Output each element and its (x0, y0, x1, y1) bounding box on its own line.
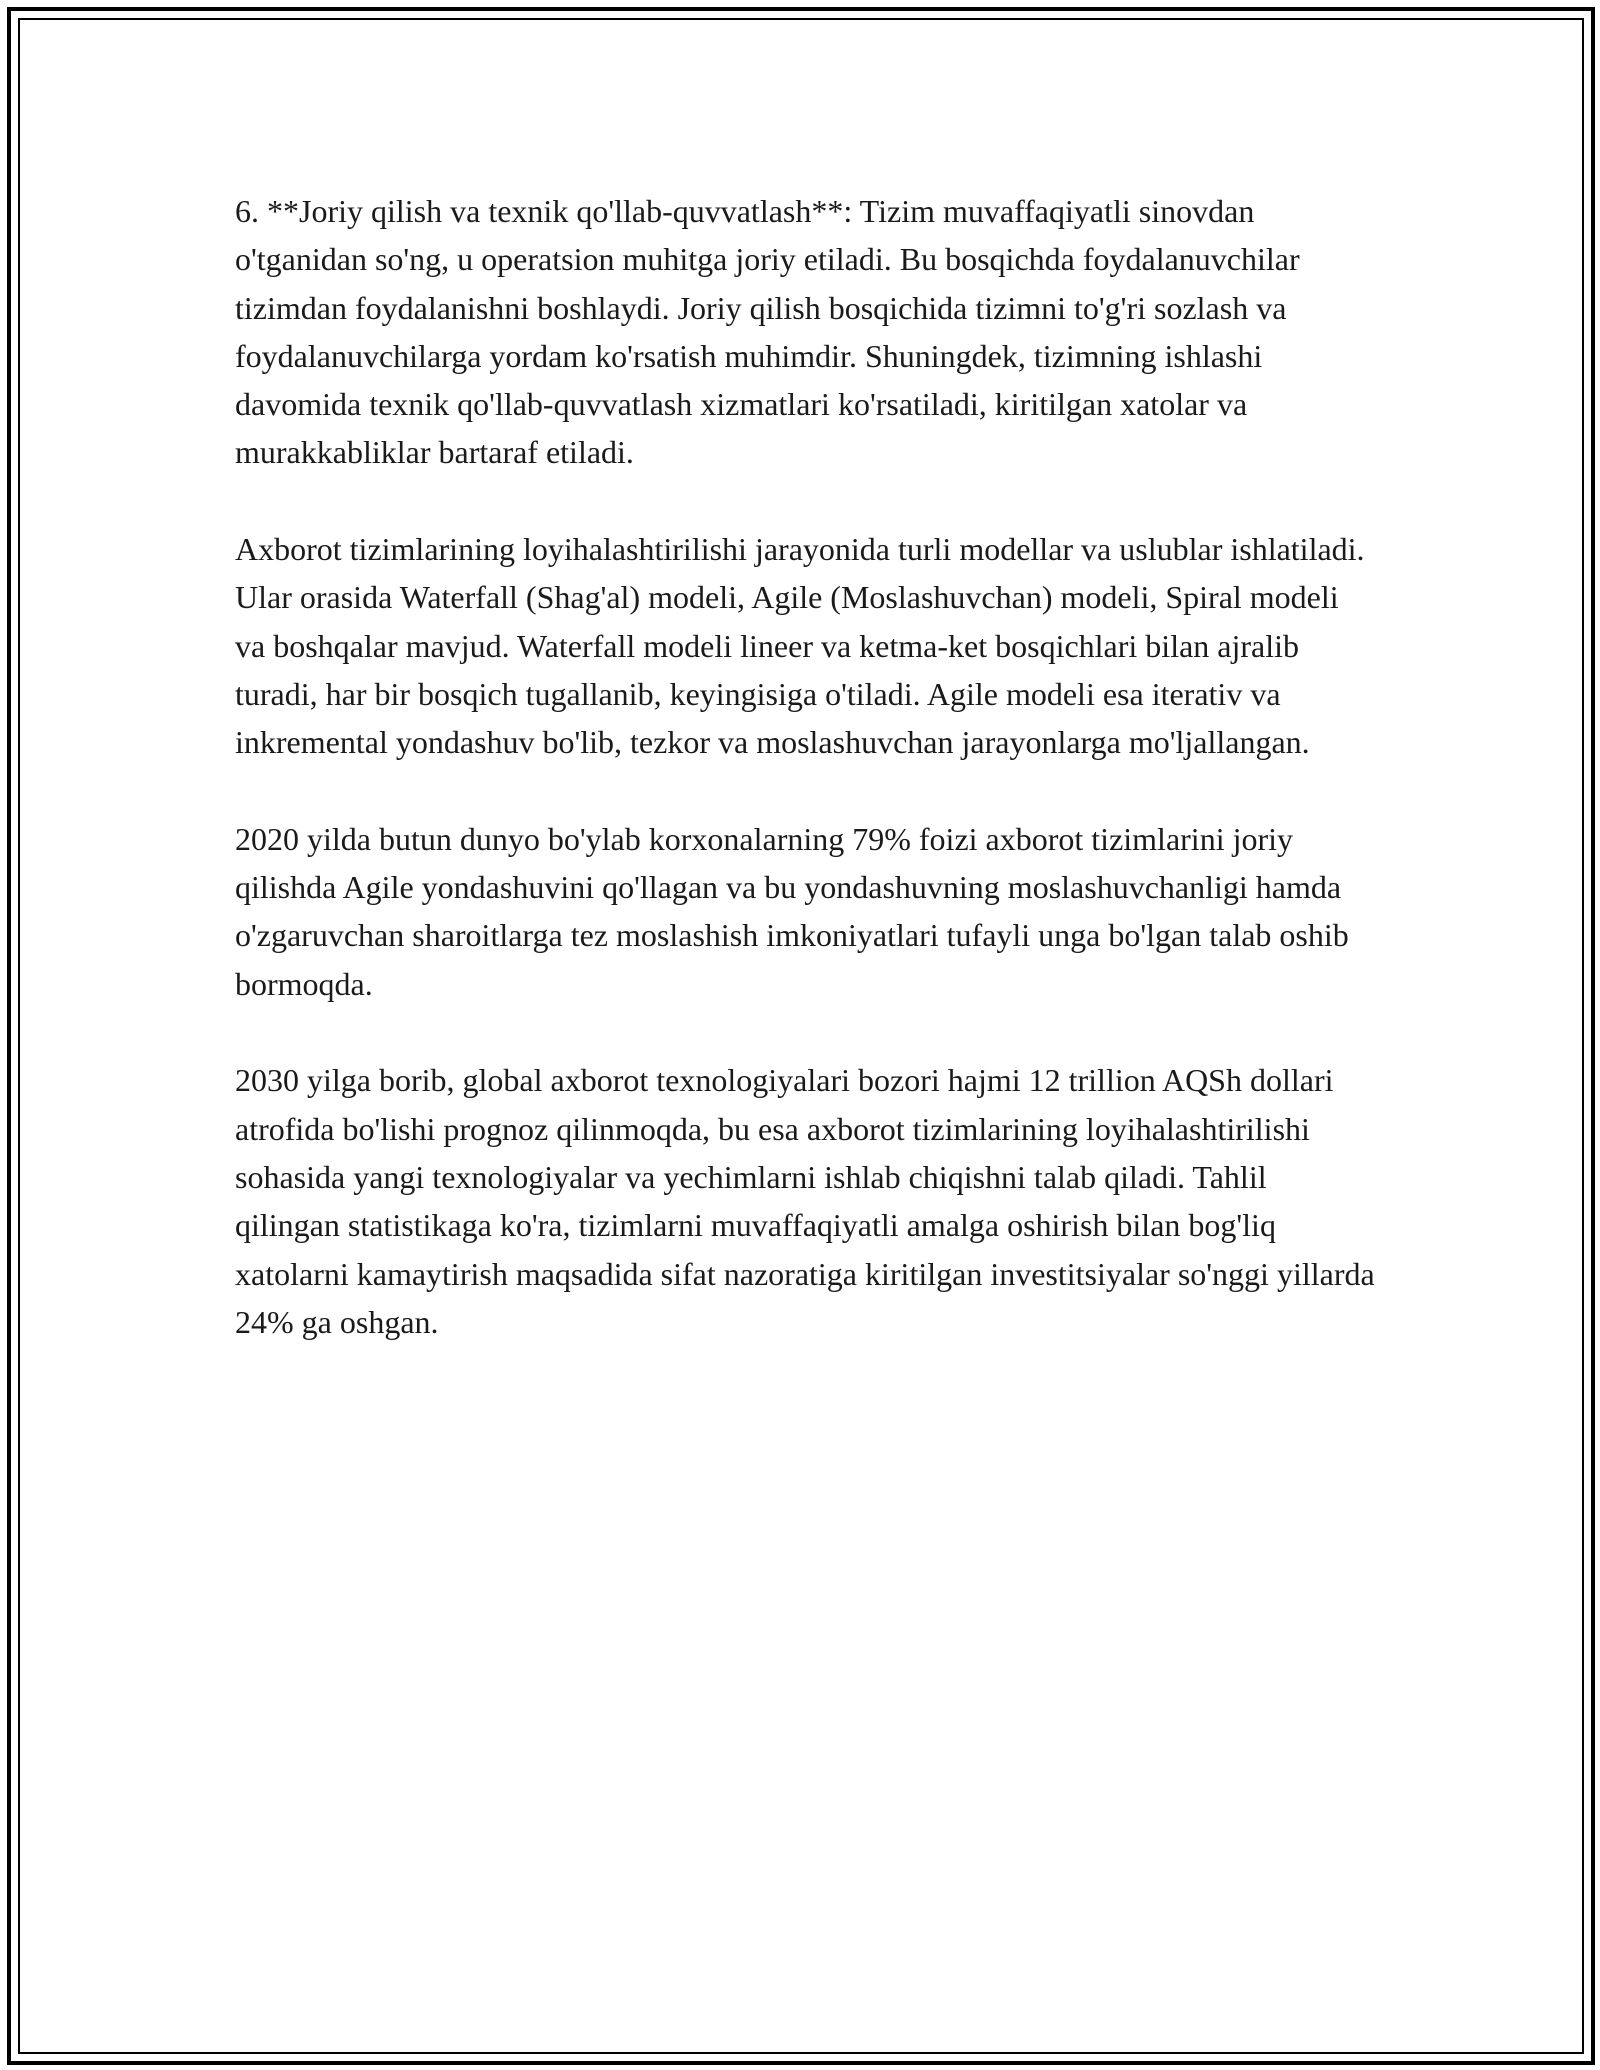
paragraph-design-models: Axborot tizimlarining loyihalashtirilishi jarayonida turli modellar va uslublar ishlatiladi. Ular orasida Waterfall (Shag'al) modeli, Agile (Moslashuvchan) modeli, Spiral modeli va boshqalar mavjud. Waterfall modeli lineer va ketma-ket bosqichlari bilan ajralib turadi, har bir bosqich tugallanib, keyingisiga o'tiladi. Agile modeli esa iterativ va inkremental yondashuv bo'lib, tezkor va moslashuvchan jarayonlarga mo'ljallangan. (235, 531, 1365, 761)
paragraph-market-forecast-2030: 2030 yilga borib, global axborot texnologiyalari bozori hajmi 12 trillion AQSh dollari atrofida bo'lishi prognoz qilinmoqda, bu esa axborot tizimlarining loyihalashtirilishi sohasida yangi texnologiyalar va yechimlarni ishlab chiqishni talab qiladi. Tahlil qilingan statistikaga ko'ra, tizimlarni muvaffaqiyatli amalga oshirish bilan bog'liq xatolarni kamaytirish maqsadida sifat nazoratiga kiritilgan investitsiyalar so'nggi yillarda 24% ga oshgan. (235, 1062, 1375, 1340)
paragraph-implementation-support: 6. **Joriy qilish va texnik qo'llab-quvvatlash**: Tizim muvaffaqiyatli sinovdan o'tganidan so'ng, u operatsion muhitga joriy etiladi. Bu bosqichda foydalanuvchilar tizimdan foydalanishni boshlaydi. Joriy qilish bosqichida tizimni to'g'ri sozlash va foydalanuvchilarga yordam ko'rsatish muhimdir. Shuningdek, tizimning ishlashi davomida texnik qo'llab-quvvatlash xizmatlari ko'rsatiladi, kiritilgan xatolar va murakkabliklar bartaraf etiladi. (235, 193, 1300, 471)
document-body (235, 187, 1375, 1394)
paragraph-agile-adoption-2020: 2020 yilda butun dunyo bo'ylab korxonalarning 79% foizi axborot tizimlarini joriy qilishda Agile yondashuvini qo'llagan va bu yondashuvning moslashuvchanligi hamda o'zgaruvchan sharoitlarga tez moslashish imkoniyatlari tufayli unga bo'lgan talab oshib bormoqda. (235, 820, 1349, 1002)
